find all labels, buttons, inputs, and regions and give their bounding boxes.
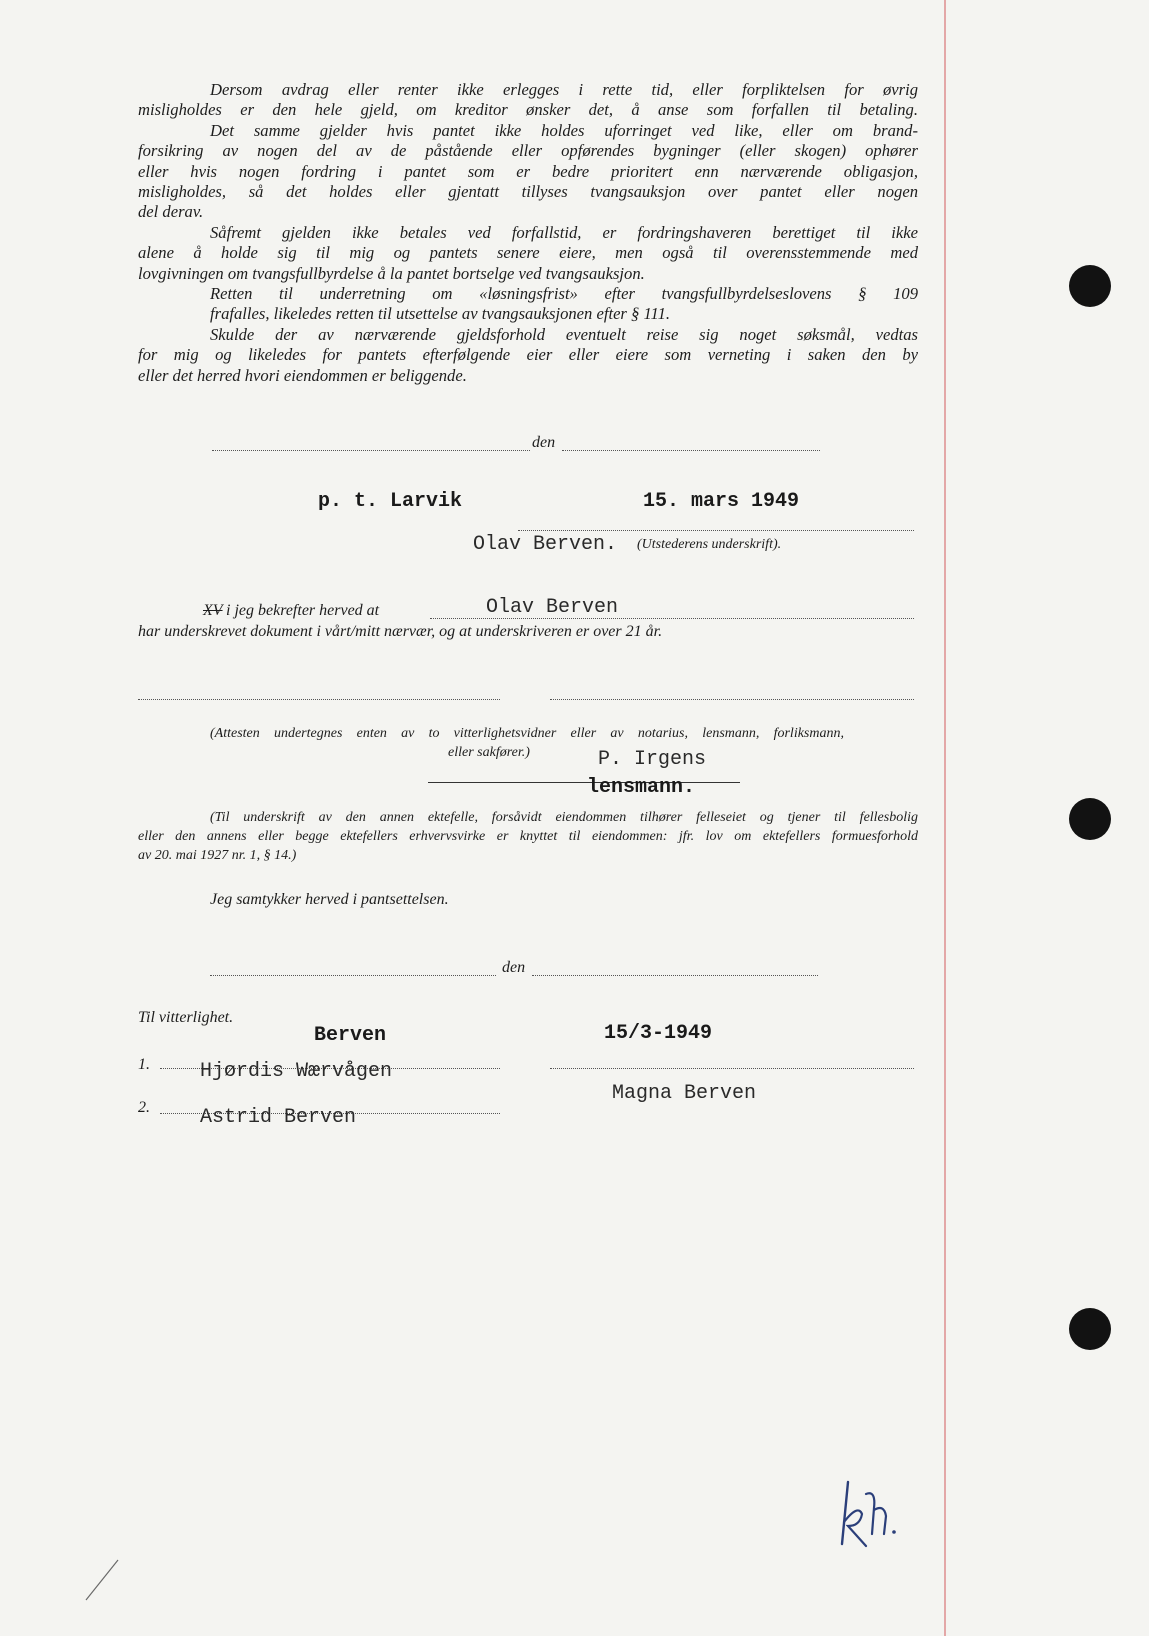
spouse-den-label: den (502, 959, 526, 976)
terms-text (138, 80, 918, 386)
terms-line: eller det herred hvori eiendommen er beliggende. (138, 365, 467, 385)
red-margin-line (944, 0, 946, 1636)
attestation-witness-line-right (550, 699, 914, 700)
attestation-signer-name: Olav Berven (486, 596, 619, 619)
spouse-note (138, 808, 918, 865)
terms-line: eller hvis nogen fordring i pantet som er bedre prioritert enn nærværende obligasjon, (138, 161, 918, 181)
issuer-signature-caption: (Utstederens underskrift). (637, 537, 782, 552)
issuer-den-label: den (532, 434, 556, 451)
witness-1-name: Hjørdis Wærvågen (200, 1060, 393, 1083)
attestation-prefix-struck: XV (203, 602, 223, 619)
terms-line: for mig og likeledes for pantets efterfølgende eier eller eiere som verneting i saken den by (138, 345, 918, 365)
punch-hole-middle (1069, 798, 1111, 840)
issuer-date: 15. mars 1949 (643, 490, 800, 513)
attestation-witness-line-left (138, 699, 500, 700)
terms-line: frafalles, likeledes retten til utsettelse av tvangsauksjonen efter § 111. (210, 304, 671, 324)
consent-text: Jeg samtykker herved i pantsettelsen. (210, 891, 449, 908)
punch-hole-bottom (1069, 1308, 1111, 1350)
spouse-date: 15/3-1949 (604, 1022, 713, 1045)
witness-2-name: Astrid Berven (200, 1106, 357, 1129)
terms-line: alene å holde sig til mig og pantets senere eiere, men også til overensstemmende med (138, 243, 918, 263)
spouse-note-line: av 20. mai 1927 nr. 1, § 14.) (138, 848, 297, 863)
spouse-place: Berven (314, 1024, 387, 1047)
attestation-note-line: eller sakfører.) (448, 745, 530, 760)
spouse-date-dotted-line (210, 975, 496, 976)
terms-line: lovgivningen om tvangsfullbyrdelse å la pantet bortselge ved tvangsauksjon. (138, 263, 645, 283)
attestation-line-1: i jeg bekrefter herved at (226, 602, 380, 619)
official-title: lensmann. (587, 776, 696, 799)
witness-1-number: 1. (138, 1056, 150, 1073)
issuer-signature-line (518, 530, 914, 531)
pencil-mark (82, 1556, 122, 1606)
attestation-line-2: har underskrevet dokument i vårt/mitt nærvær, og at underskriveren er over 21 år. (138, 623, 663, 640)
terms-line: del derav. (138, 202, 204, 222)
attestation-note (210, 724, 844, 762)
terms-line: misligholdes er den hele gjeld, om kreditor ønsker det, å anse som forfallen til betaling. (138, 100, 918, 120)
terms-line: Skulde der av nærværende gjeldsforhold eventuelt reise sig noget søksmål, vedtas (210, 324, 918, 344)
margin-initials-signature (836, 1474, 906, 1554)
spouse-name: Magna Berven (612, 1082, 757, 1105)
spouse-date-dotted-line-right (532, 975, 818, 976)
terms-line: forsikring av nogen del av de påstående eller opførendes bygninger (eller skogen) ophører (138, 141, 918, 161)
attestation-note-line: (Attesten undertegnes enten av to vitterlighetsvidner eller av notarius, lensmann, forliksmann, (210, 726, 844, 741)
spouse-note-line: (Til underskrift av den annen ektefelle, forsåvidt eiendommen tilhører felleseiet og tjener til fellesbolig (210, 810, 918, 825)
witness-heading: Til vitterlighet. (138, 1009, 234, 1026)
issuer-date-dotted-line (212, 450, 530, 451)
terms-line: Det samme gjelder hvis pantet ikke holdes uforringet ved like, eller om brand- (210, 120, 918, 140)
witness-2-number: 2. (138, 1099, 150, 1116)
terms-line: Retten til underretning om «løsningsfrist» efter tvangsfullbyrdelseslovens § 109 (210, 284, 918, 304)
terms-line: Såfremt gjelden ikke betales ved forfallstid, er fordringshaveren berettiget til ikke (210, 222, 918, 242)
terms-line: misligholdes, så det holdes eller gjentatt tillyses tvangsauksjon over pantet eller nogen (138, 182, 918, 202)
terms-line: Dersom avdrag eller renter ikke erlegges i rette tid, eller forpliktelsen for øvrig (210, 80, 918, 99)
spouse-signature-line (550, 1068, 914, 1069)
issuer-place: p. t. Larvik (318, 490, 463, 513)
issuer-date-dotted-line-right (562, 450, 820, 451)
official-name: P. Irgens (598, 748, 707, 771)
issuer-typed-name: Olav Berven. (473, 533, 618, 556)
punch-hole-top (1069, 265, 1111, 307)
spouse-note-line: eller den annens eller begge ektefellers erhvervsvirke er knyttet til eiendommen: jfr. lov om ektefellers formuesforhold (138, 829, 918, 844)
